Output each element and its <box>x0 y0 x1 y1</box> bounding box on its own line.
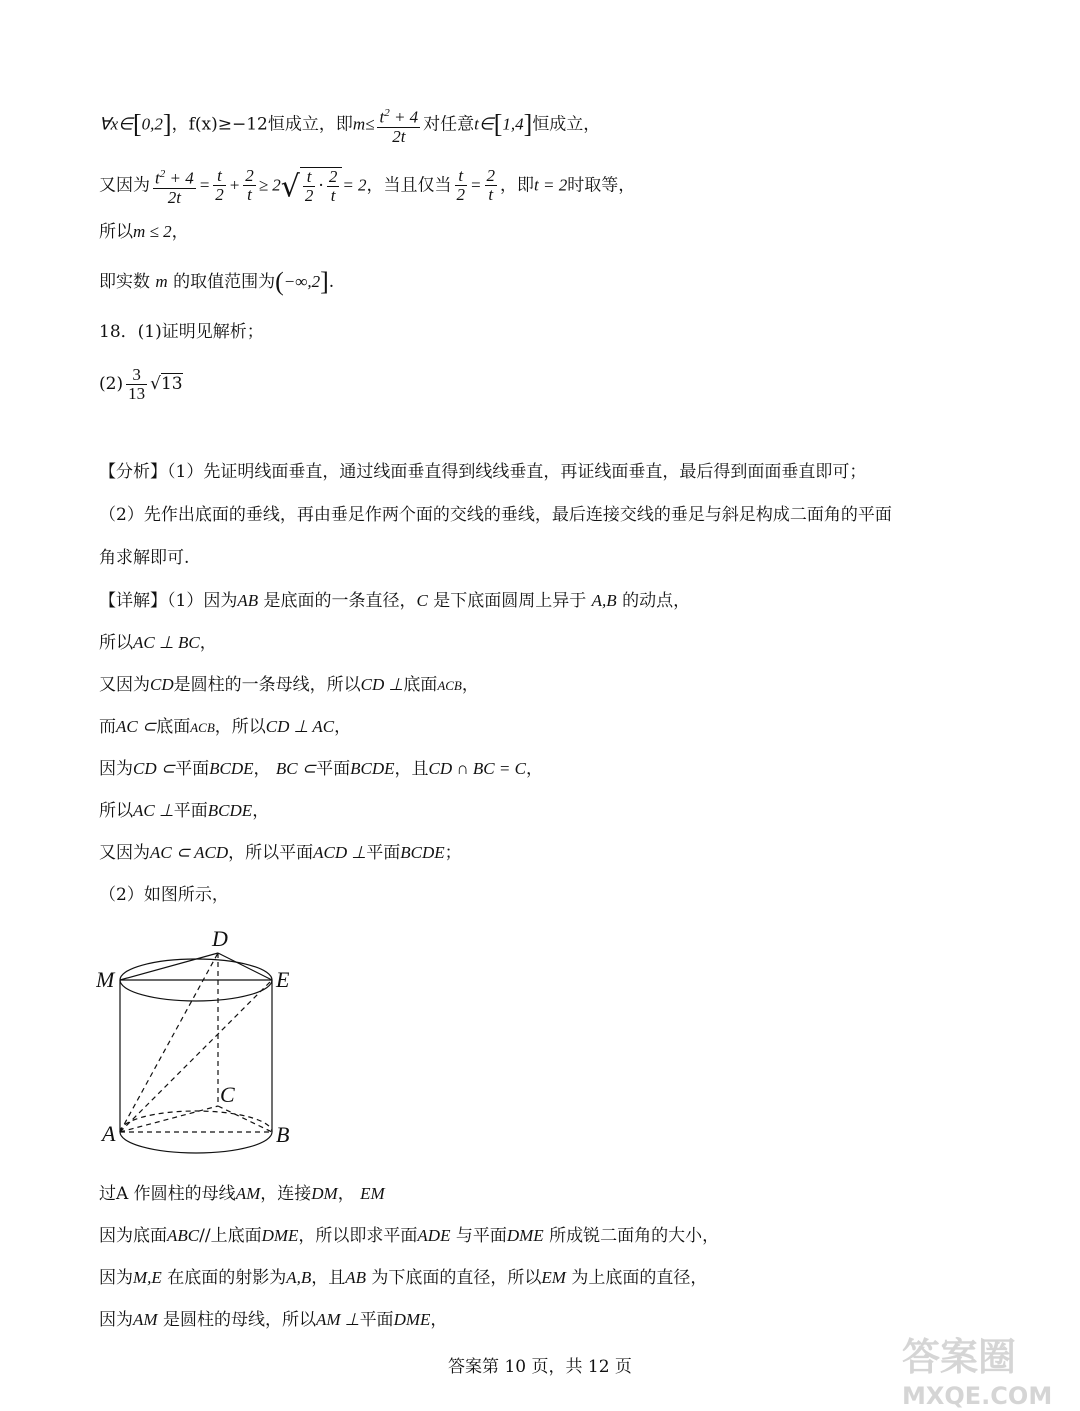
fraction: $\frac{3}{13}$ <box>128 365 146 403</box>
cylinder-figure <box>96 924 306 1154</box>
fraction: $\frac{t^2 + 4}{2t}$ <box>377 104 420 146</box>
detail-line-1: 【详解】（1）因为AB 是底面的一条直径，C 是下底面圆周上异于 A,B 的动点， <box>99 591 691 611</box>
line-2: 又因为 $\frac{t^2 + 4}{2t}$ = $\frac{t}{2}$ + $\frac{2}{t}$ ≥ 2√ $\frac{t}{2}$ · $\frac{2}{t}$ = 2，当且仅当 $\frac{t}{2}$ = $\frac{2}{t}$ ，即t = 2时取等， <box>99 166 636 207</box>
sqrt: √ <box>280 169 300 205</box>
fraction: $\frac{t}{2}$ <box>215 166 224 205</box>
detail-line-3: 又因为CD是圆柱的一条母线，所以CD ⊥底面ACB， <box>99 675 479 695</box>
svg-text:答案圈: 答案圈 <box>902 1335 1017 1379</box>
fraction: $\frac{2}{t}$ <box>245 166 254 205</box>
line-3: 所以m ≤ 2， <box>99 222 189 242</box>
fraction: $\frac{t^2 + 4}{2t}$ <box>153 165 196 207</box>
detail-line-2: 所以AC ⊥ BC， <box>99 633 217 653</box>
detail-line-9: 过A 作圆柱的母线AM，连接DM， EM <box>99 1184 385 1204</box>
fraction: $\frac{t}{2}$ <box>456 166 466 205</box>
segment-DE <box>218 953 272 980</box>
label-E: E <box>276 967 290 992</box>
detail-line-7: 又因为AC ⊂ ACD，所以平面ACD ⊥平面BCDE； <box>99 843 462 863</box>
line-6: (2) $\frac{3}{13}$ √13 <box>99 365 183 403</box>
segment-MD <box>120 953 218 980</box>
analysis-line-3: 角求解即可. <box>99 548 190 568</box>
label-A: A <box>102 1121 116 1146</box>
label-B: B <box>276 1122 290 1147</box>
detail-line-11: 因为M,E 在底面的射影为A,B，且AB 为下底面的直径，所以EM 为上底面的直径， <box>99 1268 708 1288</box>
detail-line-6: 所以AC ⊥平面BCDE， <box>99 801 270 821</box>
line-1: ∀x∈[0,2]，f(x)≥−12恒成立，即m≤ $\frac{t^2 + 4}{2t}$ 对任意t∈[1,4]恒成立， <box>99 104 600 146</box>
line-4: 即实数 m 的取值范围为(−∞,2]. <box>99 267 335 296</box>
segment-AE <box>120 980 272 1132</box>
line-5: 18．(1)证明见解析； <box>99 322 264 342</box>
bottom-back-arc <box>120 1111 272 1132</box>
segment-CB <box>218 1106 272 1132</box>
fraction: $\frac{2}{t}$ <box>486 166 496 205</box>
label-M: M <box>96 967 115 992</box>
detail-line-5: 因为CD ⊂平面BCDE， BC ⊂平面BCDE，且CD ∩ BC = C， <box>99 759 543 779</box>
label-D: D <box>212 926 228 951</box>
sqrt: √ <box>150 374 161 394</box>
svg-text:MXQE.COM: MXQE.COM <box>902 1382 1053 1408</box>
detail-line-10: 因为底面ABC//上底面DME，所以即求平面ADE 与平面DME 所成锐二面角的大小， <box>99 1226 720 1246</box>
bottom-front-arc <box>120 1132 272 1153</box>
analysis-line-1: 【分析】（1）先证明线面垂直，通过线面垂直得到线线垂直，再证线面垂直，最后得到面面垂直即可； <box>99 462 867 482</box>
analysis-line-2: （2）先作出底面的垂线，再由垂足作两个面的交线的垂线，最后连接交线的垂足与斜足构成二面角的平面 <box>99 505 892 525</box>
detail-line-12: 因为AM 是圆柱的母线，所以AM ⊥平面DME， <box>99 1310 448 1330</box>
label-C: C <box>220 1082 235 1107</box>
detail-line-4: 而AC ⊂底面ACB，所以CD ⊥ AC， <box>99 717 352 737</box>
detail-line-8: （2）如图所示， <box>99 885 229 905</box>
page-footer: 答案第 10 页，共 12 页 <box>448 1357 632 1377</box>
